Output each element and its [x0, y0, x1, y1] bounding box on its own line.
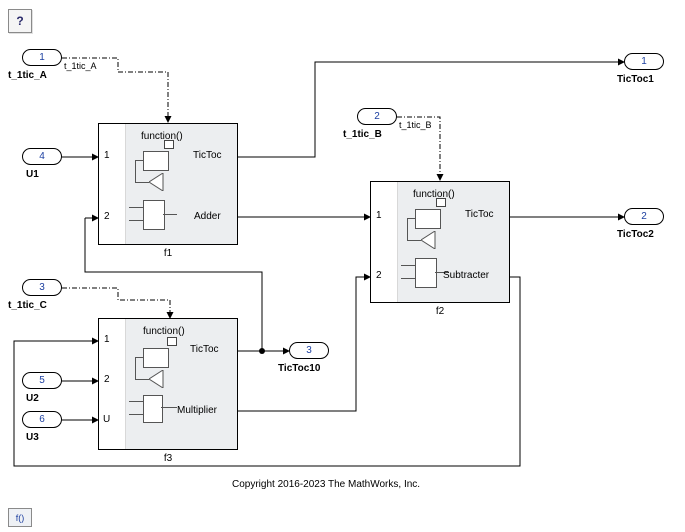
inport-6-label: U3: [26, 432, 39, 443]
block-f1-glyph-sum: [143, 200, 165, 230]
block-f1-glyph-gain: [149, 173, 169, 191]
block-f3-title: f3: [163, 453, 173, 464]
inport-6[interactable]: [22, 411, 62, 428]
block-f3-glyph-line-3: [135, 379, 149, 380]
inport-5[interactable]: [22, 372, 62, 389]
block-f1-output-tictoc: TicToc: [193, 150, 222, 161]
block-f3-output-multiplier: Multiplier: [177, 405, 218, 416]
block-f2-glyph-line-3: [407, 240, 421, 241]
block-f3-function-label: function(): [143, 326, 185, 337]
help-badge[interactable]: ?: [8, 9, 32, 33]
inport-1-number: 1: [39, 52, 45, 63]
outport-2[interactable]: [624, 208, 664, 225]
block-f2-output-subtracter: Subtracter: [443, 270, 490, 281]
block-f3-glyph-line-2: [135, 357, 136, 379]
inport-1[interactable]: [22, 49, 62, 66]
block-f1-glyph-delay: [143, 151, 169, 171]
outport-1[interactable]: [624, 53, 664, 70]
block-f2-left-strip: [371, 182, 398, 302]
outport-1-label: TicToc1: [617, 74, 654, 85]
block-f2-glyph-line-2: [407, 218, 408, 240]
inport-3[interactable]: [22, 279, 62, 296]
inport-1-label: t_1tic_A: [8, 70, 47, 81]
inport-6-number: 6: [39, 414, 45, 425]
block-f3-glyph-line-5: [129, 414, 143, 415]
block-f3[interactable]: [98, 318, 238, 450]
block-f1-output-adder: Adder: [194, 211, 221, 222]
block-f3-glyph-line-6: [161, 407, 177, 408]
outport-3-number: 3: [306, 345, 312, 356]
block-f2-glyph-line-1: [407, 218, 415, 219]
block-f1-glyph-line-4: [129, 207, 143, 208]
block-f3-input-2: 2: [104, 374, 110, 385]
block-f1-glyph-line-1: [135, 160, 143, 161]
block-f1-glyph-line-2: [135, 160, 136, 182]
block-f3-glyph-gain: [149, 370, 169, 388]
wire-label-t1ticA: t_1tic_A: [64, 61, 97, 71]
wire-label-t1ticB: t_1tic_B: [399, 120, 432, 130]
block-f3-function-port[interactable]: [167, 337, 177, 346]
block-f3-input-1: 1: [104, 334, 110, 345]
block-f3-glyph-product: [143, 395, 163, 423]
block-f1-title: f1: [163, 248, 173, 259]
inport-4-number: 4: [39, 151, 45, 162]
block-f2-glyph-line-5: [401, 278, 415, 279]
block-f1-input-1: 1: [104, 150, 110, 161]
copyright-text: Copyright 2016-2023 The MathWorks, Inc.: [232, 479, 421, 490]
inport-2-number: 2: [374, 111, 380, 122]
block-f2-input-2: 2: [376, 270, 382, 281]
block-f1-left-strip: [99, 124, 126, 244]
block-f2-glyph-gain: [421, 231, 441, 249]
block-f2-function-label: function(): [413, 189, 455, 200]
block-f2-input-1: 1: [376, 210, 382, 221]
outport-2-number: 2: [641, 211, 647, 222]
inport-4[interactable]: [22, 148, 62, 165]
block-f1-glyph-line-3: [135, 182, 149, 183]
inport-2[interactable]: [357, 108, 397, 125]
outport-1-number: 1: [641, 56, 647, 67]
inport-2-label: t_1tic_B: [343, 129, 382, 140]
block-f1-glyph-line-6: [163, 214, 177, 215]
block-f2-glyph-line-4: [401, 265, 415, 266]
function-badge[interactable]: f(): [8, 508, 32, 527]
block-f3-glyph-line-1: [135, 357, 143, 358]
block-f3-input-u: U: [103, 414, 111, 425]
block-f3-output-tictoc: TicToc: [190, 344, 219, 355]
outport-2-label: TicToc2: [617, 229, 654, 240]
block-f2-output-tictoc: TicToc: [465, 209, 494, 220]
block-f1-input-2: 2: [104, 211, 110, 222]
block-f3-glyph-line-4: [129, 401, 143, 402]
block-f2-title: f2: [435, 306, 445, 317]
inport-3-number: 3: [39, 282, 45, 293]
block-f2-glyph-sum: [415, 258, 437, 288]
inport-5-label: U2: [26, 393, 39, 404]
inport-4-label: U1: [26, 169, 39, 180]
outport-3[interactable]: [289, 342, 329, 359]
outport-3-label: TicToc10: [278, 363, 321, 374]
block-f1-function-label: function(): [141, 131, 183, 142]
inport-3-label: t_1tic_C: [8, 300, 47, 311]
inport-5-number: 5: [39, 375, 45, 386]
block-f2-glyph-delay: [415, 209, 441, 229]
block-f1-glyph-line-5: [129, 220, 143, 221]
block-f3-glyph-delay: [143, 348, 169, 368]
